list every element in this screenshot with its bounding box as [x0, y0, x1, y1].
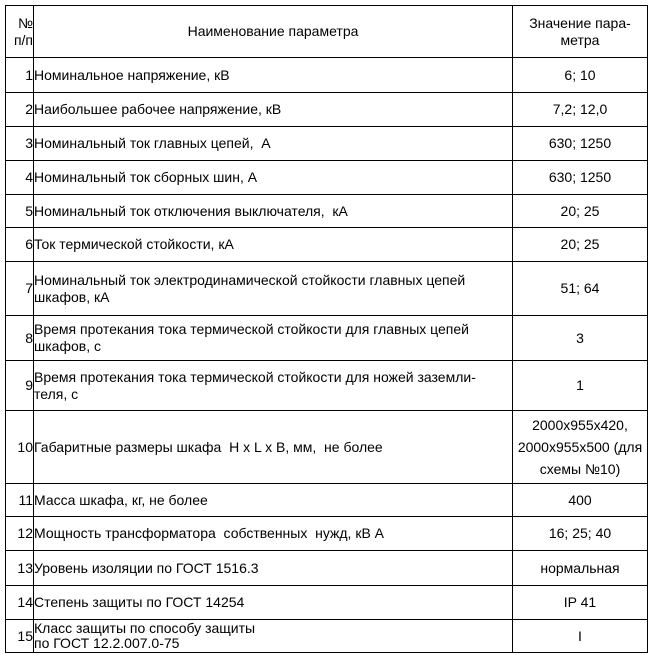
parameter-name: Масса шкафа, кг, не более [34, 484, 513, 517]
parameter-name-line1: Номинальный ток электродинамической стойкости главных цепей [34, 271, 466, 288]
header-number-line1: № [17, 14, 33, 31]
parameter-name: Степень защиты по ГОСТ 14254 [34, 586, 513, 620]
row-number: 11 [6, 484, 34, 517]
row-number: 10 [6, 411, 34, 484]
table-row [6, 517, 648, 551]
parameter-value: 6; 10 [513, 58, 648, 93]
parameter-name [34, 262, 513, 316]
parameter-value: 16; 25; 40 [513, 517, 648, 551]
table-row [6, 316, 648, 361]
parameter-value: 400 [513, 484, 648, 517]
row-number: 3 [6, 127, 34, 161]
parameter-value: IP 41 [513, 586, 648, 620]
table-row [6, 161, 648, 195]
parameter-name [34, 620, 513, 653]
parameter-value: 1 [513, 361, 648, 411]
parameter-value: 630; 1250 [513, 127, 648, 161]
table-row [6, 551, 648, 586]
parameter-name: Номинальный ток отключения выключателя, кА [34, 195, 513, 228]
parameter-value: нормальная [513, 551, 648, 586]
parameter-name: Уровень изоляции по ГОСТ 1516.3 [34, 551, 513, 586]
parameter-name: Номинальный ток главных цепей, А [34, 127, 513, 161]
parameter-name: Номинальное напряжение, кВ [34, 58, 513, 93]
parameter-value: I [513, 620, 648, 653]
table-row [6, 58, 648, 93]
row-number: 13 [6, 551, 34, 586]
row-number: 2 [6, 93, 34, 127]
table-row [6, 228, 648, 262]
row-number: 8 [6, 316, 34, 361]
parameter-value-line2: 2000x955x500 (для [517, 439, 643, 455]
row-number: 15 [6, 620, 34, 653]
parameter-name: Мощность трансформатора собственных нужд, кВ А [34, 517, 513, 551]
table-row [6, 411, 648, 484]
parameter-name-line1: Время протекания тока термической стойкости для главных цепей [34, 321, 469, 337]
parameter-value-line1: 2000x955x420, [532, 417, 628, 433]
header-number [6, 6, 34, 58]
parameter-name: Ток термической стойкости, кА [34, 228, 513, 262]
parameter-value-line3: схемы №10) [539, 461, 621, 477]
header-value-line1: Значение пара- [529, 14, 631, 31]
row-number: 5 [6, 195, 34, 228]
parameter-name-line2: теля, с [34, 385, 79, 402]
table-row [6, 195, 648, 228]
header-value-line2: метра [560, 31, 600, 48]
parameter-name: Номинальный ток сборных шин, А [34, 161, 513, 195]
table-row [6, 262, 648, 316]
parameter-name-line1: Класс защиты по способу защиты [34, 620, 256, 636]
table-row [6, 93, 648, 127]
table-row [6, 484, 648, 517]
parameter-name: Габаритные размеры шкафа H x L x B, мм, не более [34, 411, 513, 484]
parameter-value: 51; 64 [513, 262, 648, 316]
parameter-name [34, 361, 513, 411]
row-number: 4 [6, 161, 34, 195]
parameter-name-line2: шкафов, кА [34, 288, 110, 305]
parameter-value: 630; 1250 [513, 161, 648, 195]
row-number: 12 [6, 517, 34, 551]
parameter-name [34, 316, 513, 361]
row-number: 14 [6, 586, 34, 620]
parameter-value: 20; 25 [513, 195, 648, 228]
parameter-name-line1: Время протекания тока термической стойкости для ножей заземли- [34, 368, 476, 385]
parameter-name-line2: шкафов, с [34, 338, 101, 354]
row-number: 6 [6, 228, 34, 262]
table-row [6, 620, 648, 653]
header-number-line2: п/п [13, 31, 33, 48]
specifications-table [5, 5, 648, 653]
table-row [6, 127, 648, 161]
parameter-value [513, 411, 648, 484]
parameter-name-line2: по ГОСТ 12.2.007.0-75 [34, 635, 180, 651]
parameter-value: 3 [513, 316, 648, 361]
row-number: 1 [6, 58, 34, 93]
header-parameter-name: Наименование параметра [34, 6, 513, 58]
row-number: 7 [6, 262, 34, 316]
table-row [6, 586, 648, 620]
row-number: 9 [6, 361, 34, 411]
table-header-row [6, 6, 648, 58]
table-row [6, 361, 648, 411]
header-parameter-value [513, 6, 648, 58]
parameter-name: Наибольшее рабочее напряжение, кВ [34, 93, 513, 127]
parameter-value: 7,2; 12,0 [513, 93, 648, 127]
parameter-value: 20; 25 [513, 228, 648, 262]
